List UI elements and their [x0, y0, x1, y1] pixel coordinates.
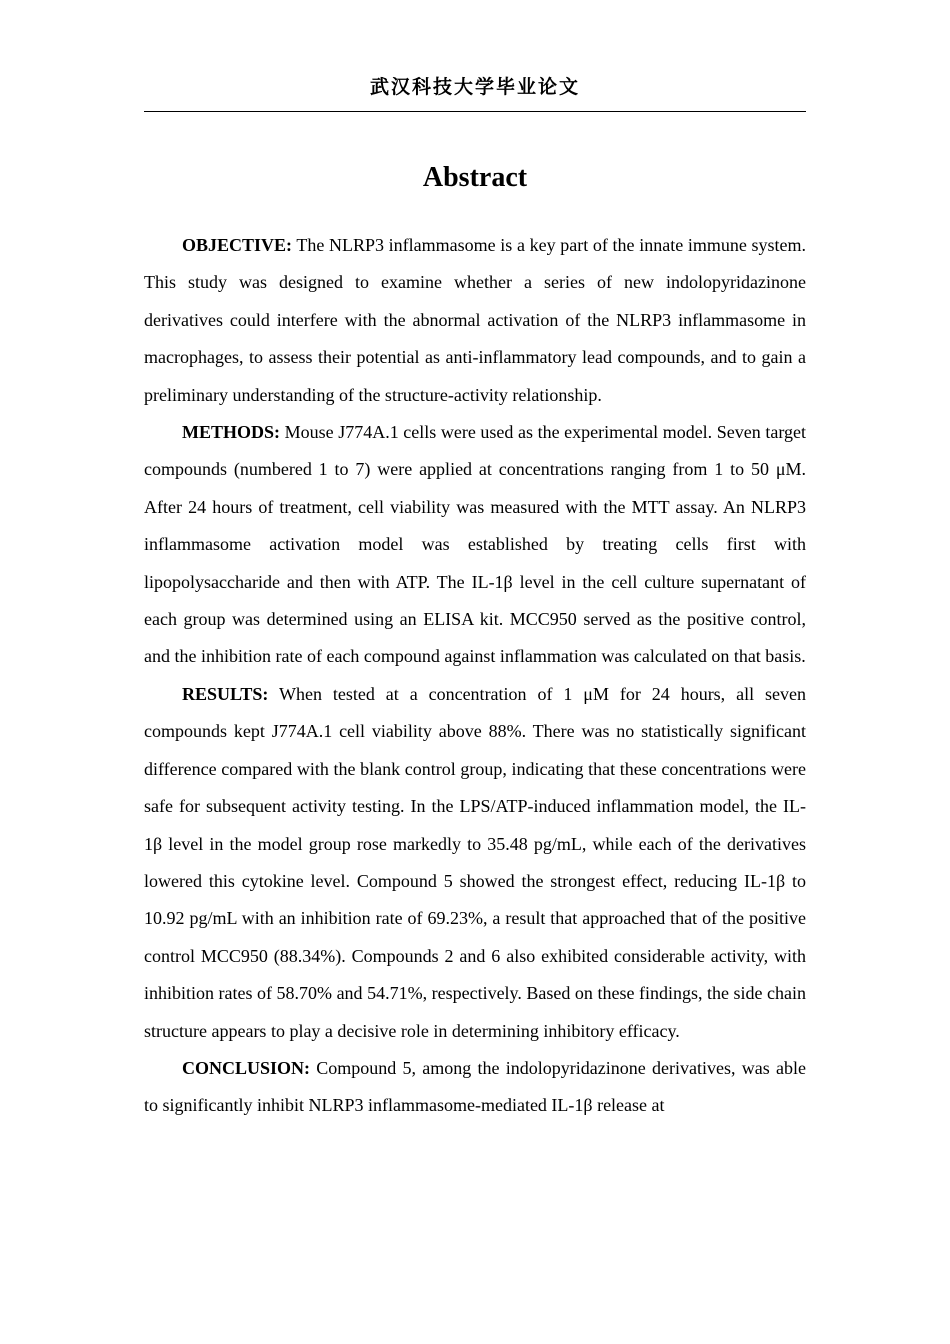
results-label: RESULTS:: [182, 683, 269, 704]
abstract-body: [144, 227, 806, 1125]
objective-paragraph: [144, 227, 806, 414]
running-header: 武汉科技大学毕业论文: [369, 76, 580, 98]
abstract-title: Abstract: [422, 162, 528, 193]
results-text: When tested at a concentration of 1 μM for 24 hours, all seven compounds kept J774A.1 cell viability above 88%. There was no statistically significant difference compared with the blank control group, indicating that these concentrations were safe for subsequent activity testing. In the LPS/ATP-induced inflammation model, the IL-1β level in the model group rose markedly to 35.48 pg/mL, while each of the derivatives lowered this cytokine level. Compound 5 showed the strongest effect, reducing IL-1β to 10.92 pg/mL with an inhibition rate of 69.23%, a result that approached that of the positive control MCC950 (88.34%). Compounds 2 and 6 also exhibited considerable activity, with inhibition rates of 58.70% and 54.71%, respectively. Based on these findings, the side chain structure appears to play a decisive role in determining inhibitory efficacy.: [144, 683, 806, 1041]
conclusion-label: CONCLUSION:: [182, 1057, 311, 1078]
results-paragraph: [144, 676, 806, 1050]
objective-label: OBJECTIVE:: [182, 235, 293, 255]
conclusion-text: Compound 5, among the indolopyridazinone derivatives, was able to significantly inhibit NLRP3 inflammasome-mediated IL-1β release at: [144, 1057, 806, 1116]
header-rule: [144, 111, 806, 112]
methods-label: METHODS:: [182, 422, 281, 443]
methods-text: Mouse J774A.1 cells were used as the experimental model. Seven target compounds (numbered 1 to 7) were applied at concentrations ranging from 1 to 50 μM. After 24 hours of treatment, cell viability was measured with the MTT assay. An NLRP3 inflammasome activation model was established by treating cells first with lipopolysaccharide and then with ATP. The IL-1β level in the cell culture supernatant of each group was determined using an ELISA kit. MCC950 served as the positive control, and the inhibition rate of each compound against inflammation was calculated on that basis.: [144, 422, 806, 667]
methods-paragraph: [144, 414, 806, 676]
conclusion-paragraph: [144, 1050, 806, 1125]
objective-text: The NLRP3 inflammasome is a key part of the innate immune system. This study was designed to examine whether a series of new indolopyridazinone derivatives could interfere with the abnormal activation of the NLRP3 inflammasome in macrophages, to assess their potential as anti-inflammatory lead compounds, and to gain a preliminary understanding of the structure-activity relationship.: [144, 235, 806, 405]
